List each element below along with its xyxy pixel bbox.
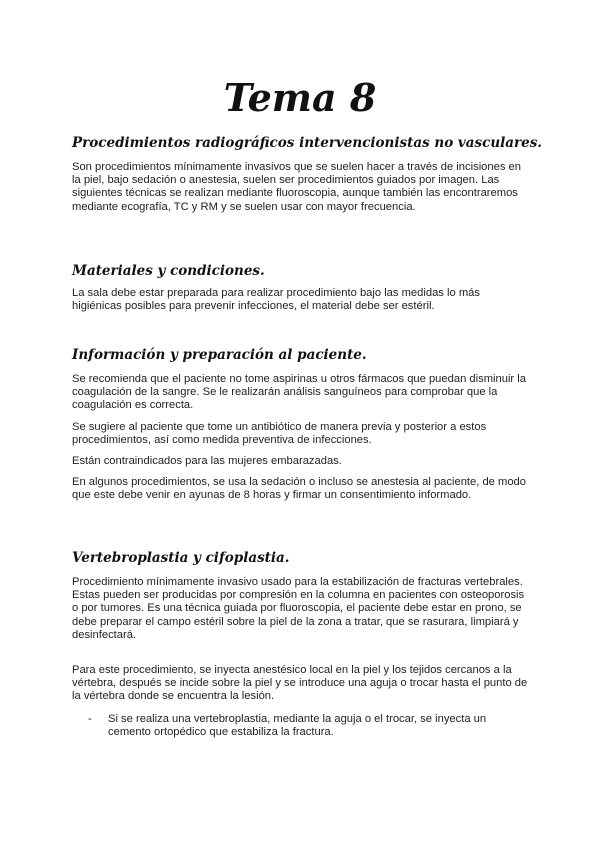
paragraph: En algunos procedimientos, se usa la sedación o incluso se anestesia al paciente, de modo que este debe venir en ayunas de 8 horas y firmar un consentimiento informado.	[72, 476, 527, 502]
bullet-text: Si se realiza una vertebroplastia, mediante la aguja o el trocar, se inyecta un cemento ortopédico que estabiliza la fractura.	[108, 713, 487, 739]
page-title: Tema 8	[223, 75, 377, 120]
section-heading-materiales: Materiales y condiciones.	[72, 263, 265, 279]
section-heading-procedimientos: Procedimientos radiográficos intervencionistas no vasculares.	[72, 135, 543, 151]
bullet-marker: -	[88, 713, 92, 725]
paragraph: Están contraindicados para las mujeres embarazadas.	[72, 455, 342, 467]
paragraph: Procedimiento mínimamente invasivo usado para la estabilización de fracturas vertebrales. Estas pueden ser producidas por compresión en la columna en pacientes con osteoporosis o por tumores. Es una técnica guiada por fluoroscopia, el paciente debe estar en prono, se debe preparar el campo estéril sobre la piel de la zona a tratar, que se rasurara, limpiará y desinfectará.	[72, 576, 525, 641]
section-heading-informacion: Información y preparación al paciente.	[72, 347, 367, 363]
section-heading-vertebroplastia: Vertebroplastia y cifoplastia.	[72, 550, 290, 566]
paragraph: Se recomienda que el paciente no tome aspirinas u otros fármacos que puedan disminuir la coagulación de la sangre. Se le realizarán análisis sanguíneos para comprobar que la coagulación es correcta.	[72, 373, 526, 412]
paragraph: La sala debe estar preparada para realizar procedimiento bajo las medidas lo más higiénicas posibles para prevenir infecciones, el material debe ser estéril.	[72, 287, 480, 313]
paragraph: Son procedimientos mínimamente invasivos que se suelen hacer a través de incisiones en la piel, bajo sedación o anestesia, suelen ser procedimientos guiados por imagen. Las siguientes técnicas se realizan mediante fluoroscopia, aunque también las encontraremos mediante ecografía, TC y RM y se suelen usar con mayor frecuencia.	[72, 161, 521, 213]
list-item	[88, 713, 532, 739]
paragraph: Se sugiere al paciente que tome un antibiótico de manera previa y posterior a estos procedimientos, así como medida preventiva de infecciones.	[72, 421, 487, 447]
paragraph: Para este procedimiento, se inyecta anestésico local en la piel y los tejidos cercanos a la vértebra, después se incide sobre la piel y se introduce una aguja o trocar hasta el punto de la vértebra donde se encuentra la lesión.	[72, 664, 528, 703]
